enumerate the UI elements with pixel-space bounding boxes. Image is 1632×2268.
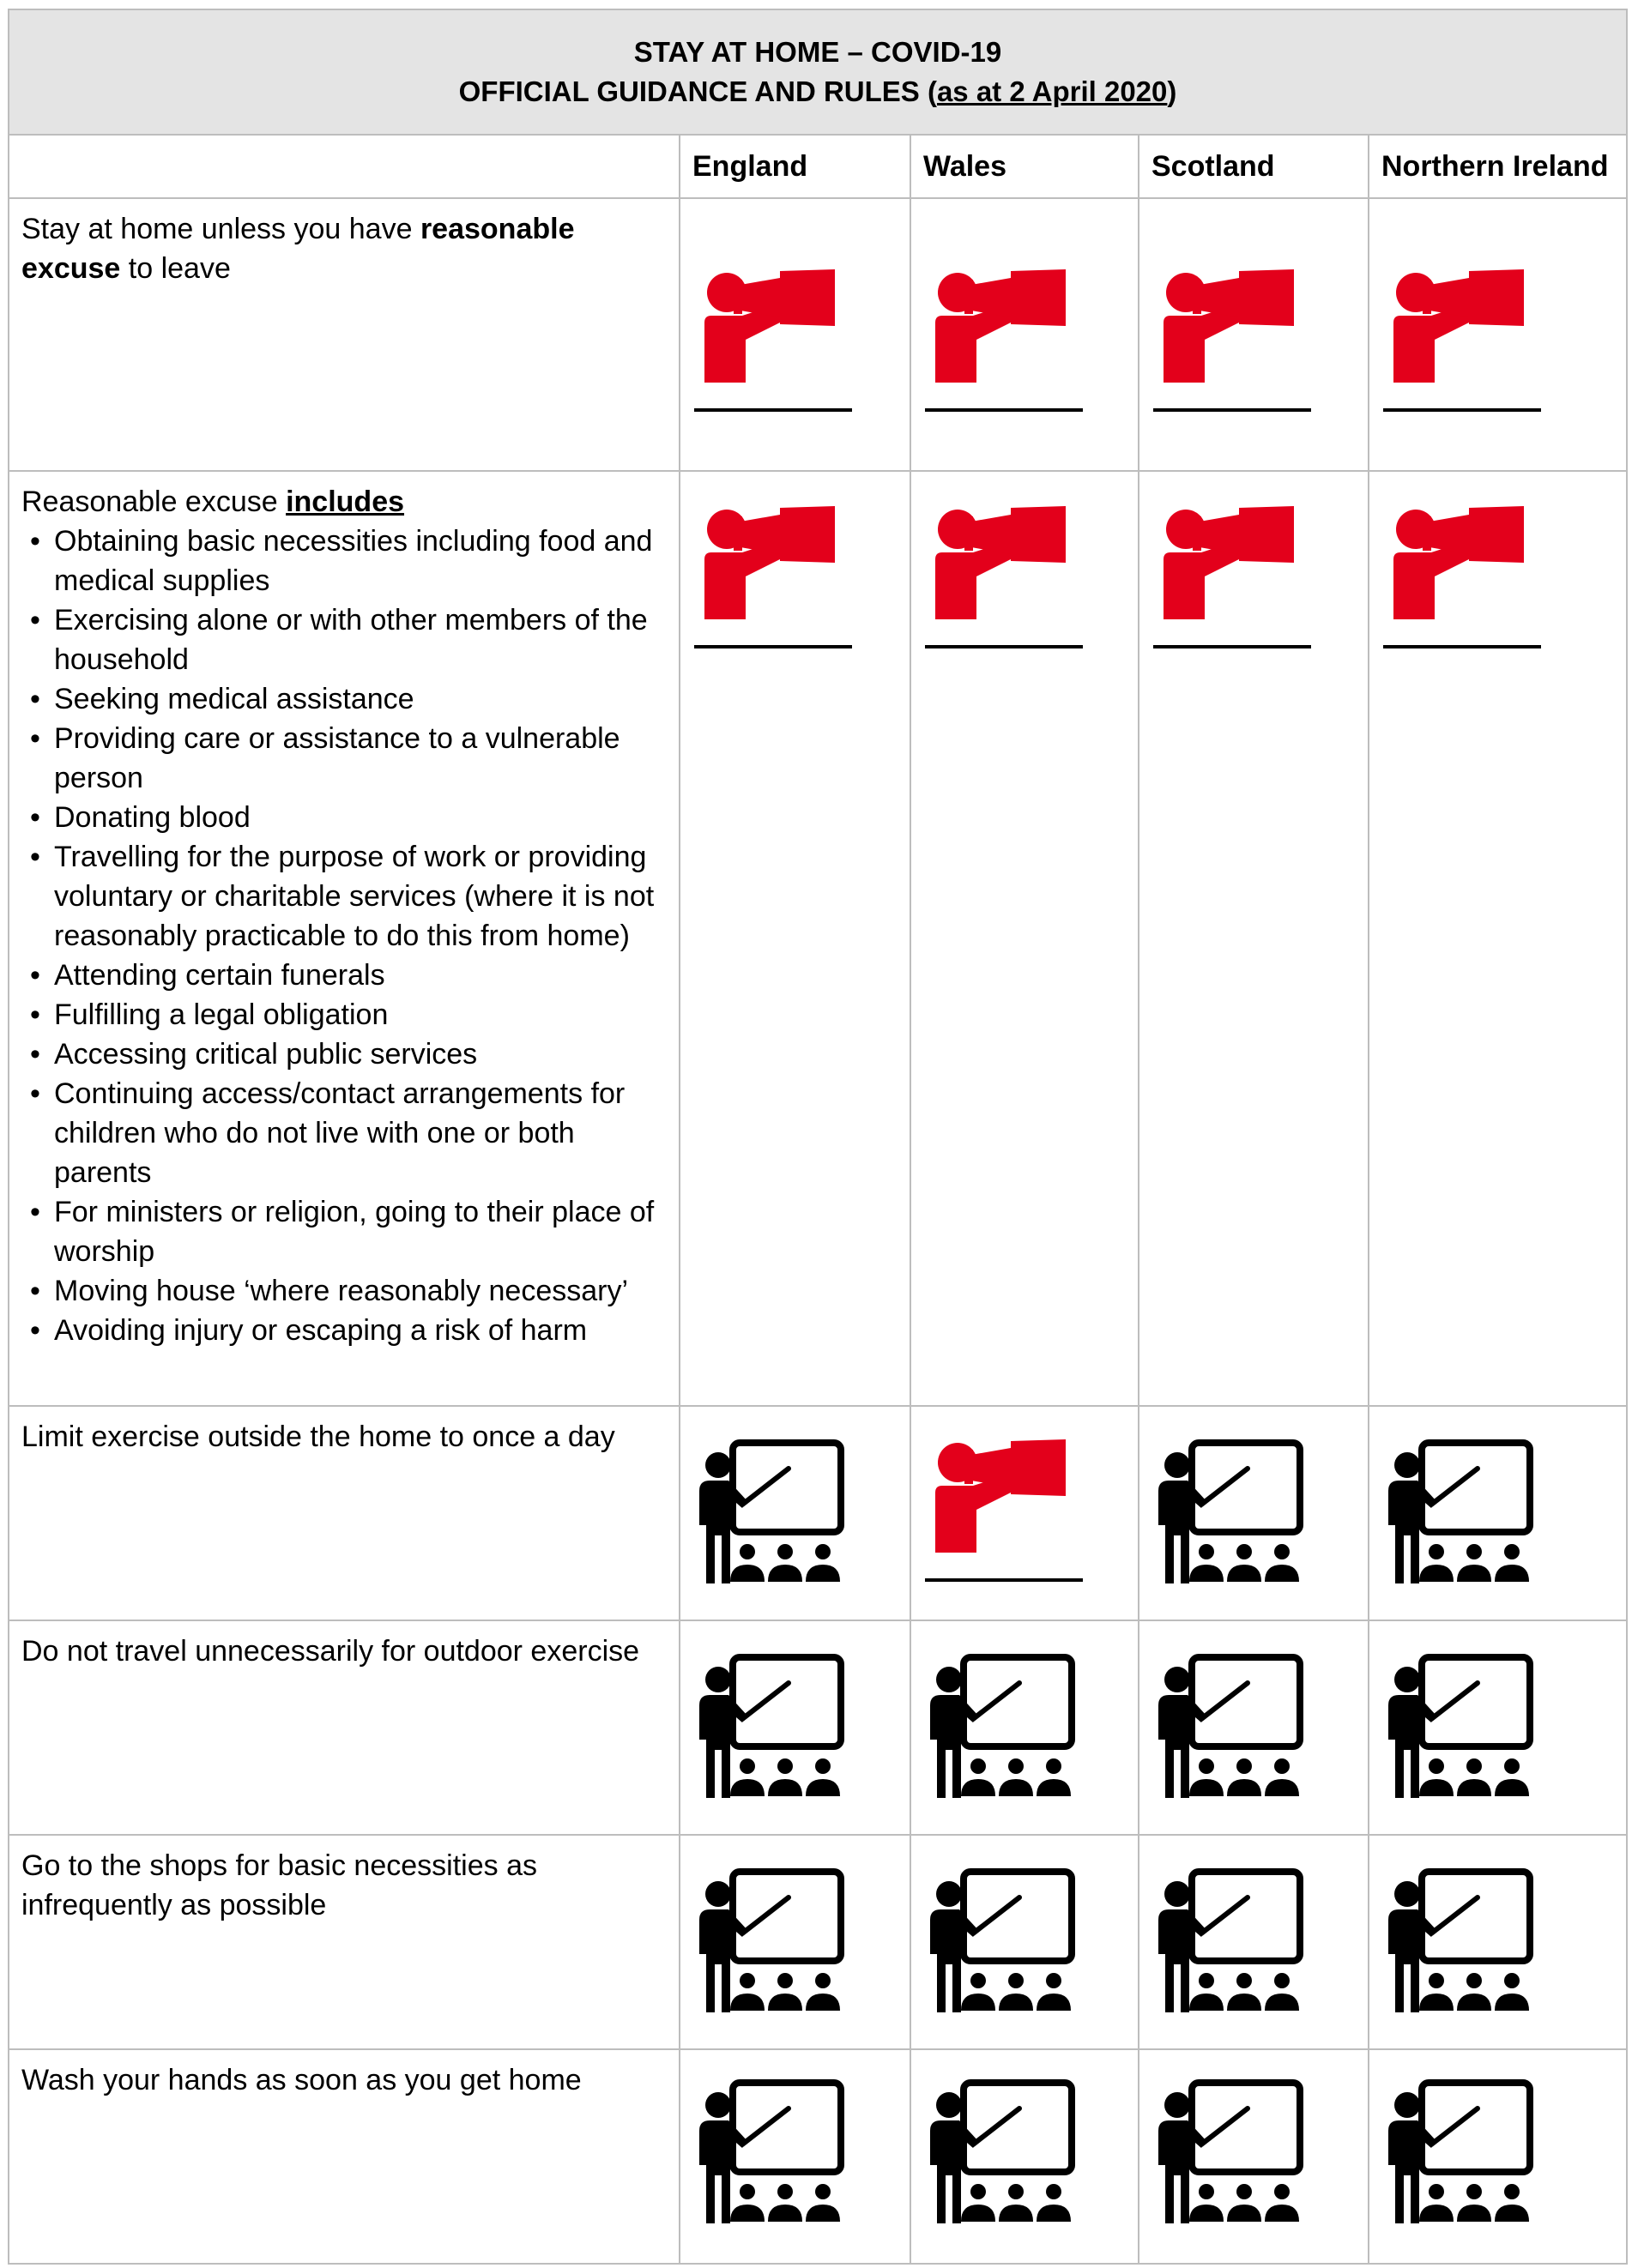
icon-cell [1369, 198, 1627, 471]
header-blank-cell [9, 135, 680, 198]
icon-cell [1369, 1406, 1627, 1620]
table-row [9, 2049, 1627, 2264]
list-item: • Continuing access/contact arrangements for children who do not live with one or both parents [21, 1074, 667, 1192]
title-line-2: OFFICIAL GUIDANCE AND RULES (as at 2 April 2020) [458, 75, 1177, 107]
rule-emphasis: reasonable excuse [21, 213, 575, 285]
title-date: as at 2 April 2020 [936, 75, 1168, 107]
rule-shop-infrequently: Go to the shops for basic necessities as infrequently as possible [9, 1835, 680, 2049]
list-item: • Moving house ‘where reasonably necessary’ [21, 1271, 667, 1311]
icon-cell [680, 1620, 910, 1835]
presenter-with-audience-icon [694, 1868, 910, 2016]
icon-cell [1139, 1620, 1369, 1835]
presenter-with-audience-icon [925, 2079, 1138, 2227]
bullet-icon: • [30, 959, 40, 992]
icon-cell [910, 1620, 1139, 1835]
megaphone-person-icon [1383, 506, 1626, 654]
header-row [9, 135, 1627, 198]
megaphone-person-icon [925, 1439, 1138, 1587]
presenter-with-audience-icon [694, 2079, 910, 2227]
megaphone-person-icon [925, 269, 1138, 417]
bullet-icon: • [30, 604, 40, 636]
bullet-icon: • [30, 1077, 40, 1110]
bullet-icon: • [30, 1038, 40, 1071]
list-item: • Accessing critical public services [21, 1034, 667, 1074]
title-line-1: STAY AT HOME – COVID-19 [633, 36, 1002, 68]
bullet-icon: • [30, 1314, 40, 1347]
reasonable-excuse-list [21, 522, 667, 1350]
icon-cell [680, 1835, 910, 2049]
bullet-icon: • [30, 1196, 40, 1228]
presenter-with-audience-icon [694, 1654, 910, 1801]
presenter-with-audience-icon [1383, 2079, 1626, 2227]
icon-cell [1139, 471, 1369, 1406]
column-header-scotland: Scotland [1139, 135, 1369, 198]
presenter-with-audience-icon [1383, 1654, 1626, 1801]
icon-cell [680, 2049, 910, 2264]
presenter-with-audience-icon [1153, 2079, 1368, 2227]
icon-cell [910, 1835, 1139, 2049]
icon-cell [1139, 198, 1369, 471]
icon-cell [1139, 1835, 1369, 2049]
presenter-with-audience-icon [1153, 1439, 1368, 1587]
icon-cell [910, 2049, 1139, 2264]
presenter-with-audience-icon [925, 1868, 1138, 2016]
list-item: • Seeking medical assistance [21, 679, 667, 719]
rule-wash-hands: Wash your hands as soon as you get home [9, 2049, 680, 2264]
list-item: • Exercising alone or with other members of the household [21, 600, 667, 679]
presenter-with-audience-icon [1383, 1439, 1626, 1587]
icon-cell [680, 198, 910, 471]
presenter-with-audience-icon [694, 1439, 910, 1587]
icon-cell [910, 198, 1139, 471]
megaphone-person-icon [925, 506, 1138, 654]
icon-cell [1369, 471, 1627, 1406]
guidance-table [8, 9, 1628, 2265]
rule-stay-at-home: Stay at home unless you have reasonable excuse to leave [9, 198, 680, 471]
icon-cell [910, 471, 1139, 1406]
table-title [9, 9, 1627, 135]
bullet-icon: • [30, 683, 40, 715]
table-row [9, 198, 1627, 471]
rule-limit-exercise: Limit exercise outside the home to once a day [9, 1406, 680, 1620]
includes-emphasis: includes [286, 486, 405, 518]
megaphone-person-icon [1383, 269, 1626, 417]
bullet-icon: • [30, 722, 40, 755]
icon-cell [1369, 1835, 1627, 2049]
list-item: • Donating blood [21, 798, 667, 837]
megaphone-person-icon [694, 269, 910, 417]
megaphone-person-icon [1153, 506, 1368, 654]
presenter-with-audience-icon [925, 1654, 1138, 1801]
presenter-with-audience-icon [1153, 1868, 1368, 2016]
list-item: • Providing care or assistance to a vulnerable person [21, 719, 667, 798]
list-item: • Fulfilling a legal obligation [21, 995, 667, 1034]
list-item: • Obtaining basic necessities including food and medical supplies [21, 522, 667, 600]
rule-no-unnecessary-travel: Do not travel unnecessarily for outdoor exercise [9, 1620, 680, 1835]
list-item: • Travelling for the purpose of work or providing voluntary or charitable services (where it is not reasonably practicable to do this from home) [21, 837, 667, 956]
guidance-sheet [8, 9, 1626, 2265]
icon-cell [680, 471, 910, 1406]
icon-cell [1369, 2049, 1627, 2264]
bullet-icon: • [30, 998, 40, 1031]
column-header-wales: Wales [910, 135, 1139, 198]
icon-cell [1369, 1620, 1627, 1835]
list-item: • Avoiding injury or escaping a risk of harm [21, 1311, 667, 1350]
column-header-northern-ireland: Northern Ireland [1369, 135, 1627, 198]
bullet-icon: • [30, 841, 40, 873]
list-item: • For ministers or religion, going to their place of worship [21, 1192, 667, 1271]
table-row [9, 1406, 1627, 1620]
icon-cell [680, 1406, 910, 1620]
bullet-icon: • [30, 1275, 40, 1307]
table-row [9, 471, 1627, 1406]
megaphone-person-icon [694, 506, 910, 654]
icon-cell [1139, 2049, 1369, 2264]
icon-cell [1139, 1406, 1369, 1620]
bullet-icon: • [30, 525, 40, 558]
icon-cell [910, 1406, 1139, 1620]
presenter-with-audience-icon [1153, 1654, 1368, 1801]
megaphone-person-icon [1153, 269, 1368, 417]
list-item: • Attending certain funerals [21, 956, 667, 995]
presenter-with-audience-icon [1383, 1868, 1626, 2016]
column-header-england: England [680, 135, 910, 198]
bullet-icon: • [30, 801, 40, 834]
table-row [9, 1620, 1627, 1835]
table-row [9, 1835, 1627, 2049]
rule-reasonable-excuse: Reasonable excuse includes • Obtaining basic necessities including food and medical supplies • Exercising alone or with other members of the household • Seeking medical assistance • Providing care or assistance to a vulnerable person • Donating blood • Travelling for the purpose of work or providing voluntary or charitable services (where it is not reasonably practicable to do this from home) • Attending certain funerals • Fulfilling a legal obligation • Accessing critical public services • Continuing access/contact arrangements for children who do not live with one or both parents • For ministers or religion, going to their place of worship • Moving house ‘where reasonably necessary’ • Avoiding injury or escaping a risk of harm [9, 471, 680, 1406]
